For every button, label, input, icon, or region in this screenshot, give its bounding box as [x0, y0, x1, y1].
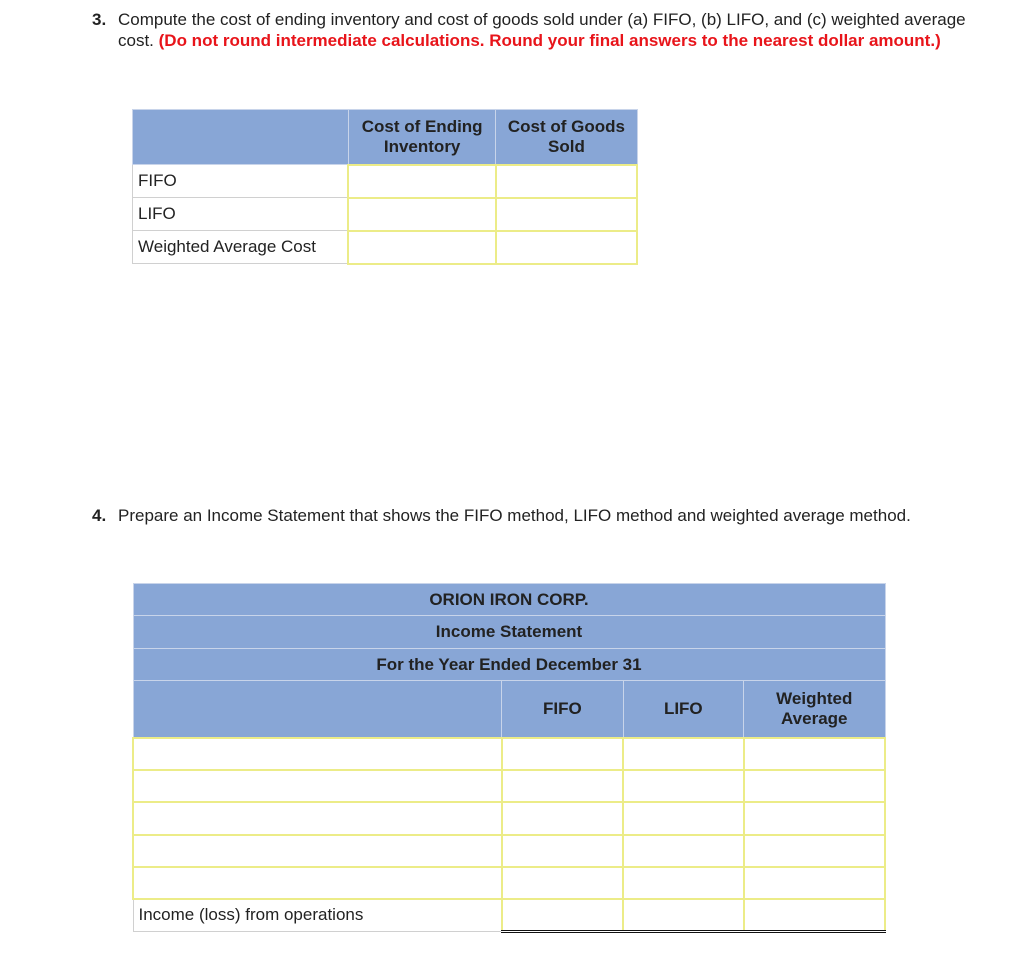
income-statement-table	[132, 583, 886, 933]
question-4-number: 4.	[92, 506, 107, 525]
income-weighted-input[interactable]	[744, 899, 885, 932]
statement-row-4-fifo-input[interactable]	[502, 835, 623, 867]
income-fifo-input[interactable]	[502, 899, 623, 932]
statement-row-2-lifo-input[interactable]	[623, 770, 743, 802]
question-3-instruction: (Do not round intermediate calculations. Round your final answers to the nearest dollar amount.)	[158, 31, 941, 50]
statement-company: ORION IRON CORP.	[133, 584, 885, 616]
lifo-ending-inventory-input[interactable]	[348, 198, 495, 231]
statement-row-4-lifo-input[interactable]	[623, 835, 743, 867]
weighted-ending-inventory-input[interactable]	[348, 231, 495, 264]
header-cogs: Cost of Goods Sold	[496, 110, 637, 165]
inventory-header-row	[133, 110, 638, 165]
statement-row-1-fifo-input[interactable]	[502, 738, 623, 770]
row-fifo	[133, 165, 638, 198]
column-weighted-average: Weighted Average	[744, 681, 885, 738]
statement-company-row	[133, 584, 885, 616]
statement-columns-row	[133, 681, 885, 738]
statement-row-3-lifo-input[interactable]	[623, 802, 743, 835]
statement-row-3-fifo-input[interactable]	[502, 802, 623, 835]
row-fifo-label: FIFO	[133, 165, 349, 198]
row-weighted-average	[133, 231, 638, 264]
question-4	[92, 505, 982, 526]
header-ending-inventory: Cost of Ending Inventory	[348, 110, 495, 165]
fifo-ending-inventory-input[interactable]	[348, 165, 495, 198]
statement-label-header	[133, 681, 502, 738]
statement-row-1-label-input[interactable]	[133, 738, 502, 770]
question-4-text: Prepare an Income Statement that shows the FIFO method, LIFO method and weighted average method.	[118, 506, 911, 525]
fifo-cogs-input[interactable]	[496, 165, 637, 198]
statement-row-5-fifo-input[interactable]	[502, 867, 623, 899]
statement-row-income-from-operations	[133, 899, 885, 932]
row-lifo	[133, 198, 638, 231]
statement-row-5-label-input[interactable]	[133, 867, 502, 899]
income-from-operations-label: Income (loss) from operations	[133, 899, 502, 932]
statement-row-5-lifo-input[interactable]	[623, 867, 743, 899]
statement-row-2-label-input[interactable]	[133, 770, 502, 802]
income-lifo-input[interactable]	[623, 899, 743, 932]
question-3	[92, 9, 982, 51]
statement-row	[133, 770, 885, 802]
statement-row-4-weighted-input[interactable]	[744, 835, 885, 867]
row-lifo-label: LIFO	[133, 198, 349, 231]
header-blank-cell	[133, 110, 349, 165]
statement-row-1-lifo-input[interactable]	[623, 738, 743, 770]
question-3-prompt: Compute the cost of ending inventory and cost of goods sold under (a) FIFO, (b) LIFO, and (c) weighted average cost.	[118, 10, 966, 50]
lifo-cogs-input[interactable]	[496, 198, 637, 231]
statement-row	[133, 738, 885, 770]
statement-row-3-label-input[interactable]	[133, 802, 502, 835]
statement-period: For the Year Ended December 31	[133, 649, 885, 681]
statement-row-3-weighted-input[interactable]	[744, 802, 885, 835]
statement-row-2-weighted-input[interactable]	[744, 770, 885, 802]
statement-title: Income Statement	[133, 616, 885, 649]
statement-row-2-fifo-input[interactable]	[502, 770, 623, 802]
column-fifo: FIFO	[502, 681, 623, 738]
statement-title-row	[133, 616, 885, 649]
statement-row	[133, 867, 885, 899]
inventory-cost-table	[132, 109, 638, 265]
statement-row	[133, 802, 885, 835]
statement-row-1-weighted-input[interactable]	[744, 738, 885, 770]
statement-row	[133, 835, 885, 867]
weighted-cogs-input[interactable]	[496, 231, 637, 264]
column-lifo: LIFO	[623, 681, 743, 738]
question-3-number: 3.	[92, 10, 107, 29]
statement-row-5-weighted-input[interactable]	[744, 867, 885, 899]
statement-row-4-label-input[interactable]	[133, 835, 502, 867]
statement-period-row	[133, 649, 885, 681]
question-3-text	[118, 9, 982, 51]
row-weighted-average-label: Weighted Average Cost	[133, 231, 349, 264]
